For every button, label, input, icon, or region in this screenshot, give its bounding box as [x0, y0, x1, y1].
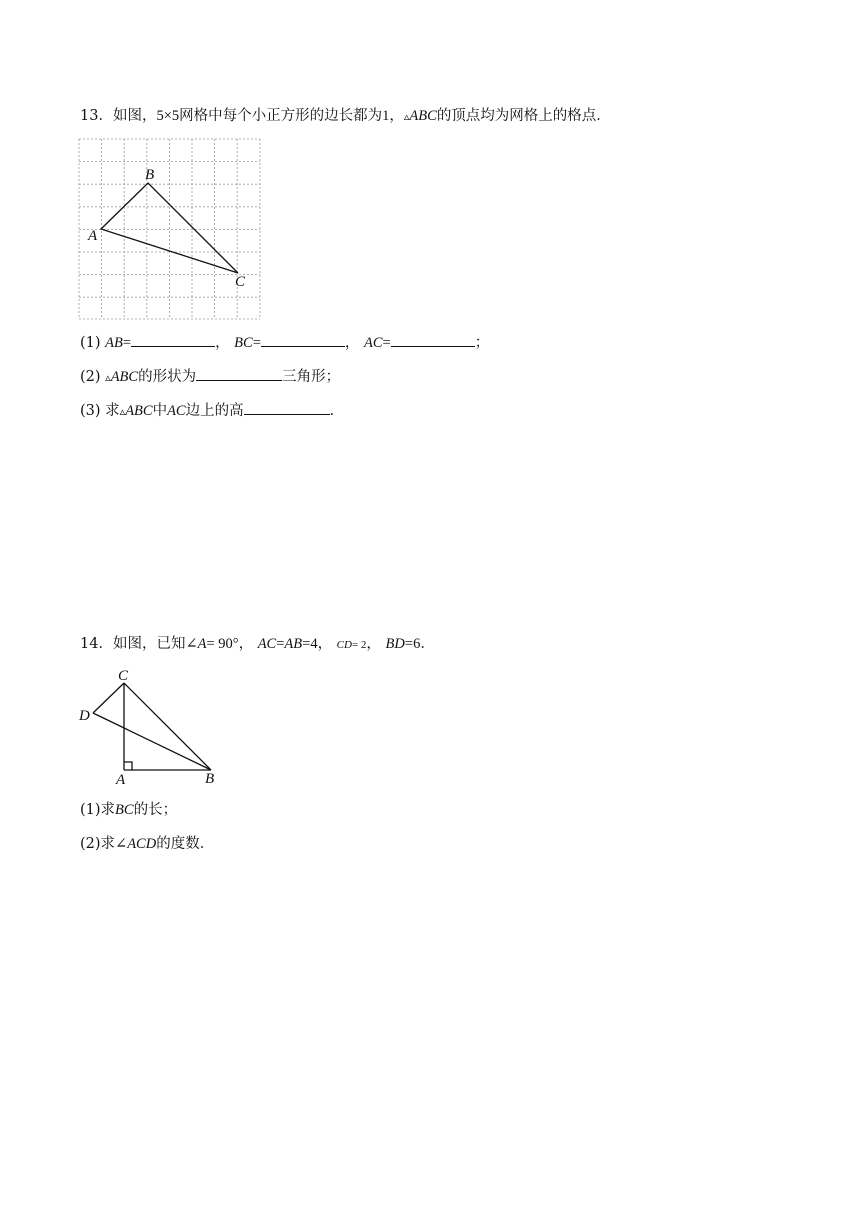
q13-grid-figure: [78, 138, 268, 323]
label-d: D: [79, 708, 90, 724]
grid-size: 5×5: [156, 108, 180, 124]
q14-figure: [76, 664, 236, 789]
segment-cd: [93, 683, 124, 713]
q13-part3: (3) 求▵ABC中AC边上的高 ．: [80, 400, 344, 422]
label-b: B: [145, 167, 155, 183]
triangle-symbol: ▵: [403, 110, 410, 123]
answer-blank-bc[interactable]: [261, 332, 345, 347]
q14-number: 14．: [80, 636, 113, 652]
q14-part2: (2)求∠ACD的度数．: [80, 836, 215, 852]
answer-blank-ac[interactable]: [391, 332, 475, 347]
answer-blank-ab[interactable]: [131, 332, 215, 347]
q14-part1: (1)求BC的长；: [80, 802, 178, 818]
grid-lines: [79, 139, 260, 319]
label-c: C: [118, 668, 129, 684]
answer-blank-shape[interactable]: [196, 366, 282, 381]
q14-stem: 14．如图，已知∠A= 90°， AC=AB=4， CD= 2， BD=6．: [80, 636, 435, 652]
answer-blank-height[interactable]: [244, 400, 330, 415]
q13-part1: (1) AB= ， BC= ， AC= ；: [80, 332, 489, 353]
segment-db: [93, 713, 211, 770]
label-c: C: [235, 274, 246, 290]
label-a: A: [88, 228, 98, 244]
q13-stem: 13．如图，5×5网格中每个小正方形的边长都为1，▵ABC的顶点均为网格上的格点．: [80, 108, 611, 124]
label-b: B: [205, 771, 215, 787]
label-a: A: [116, 772, 126, 788]
q13-part2: (2) ▵ABC的形状为 三角形；: [80, 366, 340, 388]
segment-cb: [124, 683, 211, 770]
right-angle-mark: [124, 762, 132, 770]
q13-number: 13．: [80, 108, 113, 124]
